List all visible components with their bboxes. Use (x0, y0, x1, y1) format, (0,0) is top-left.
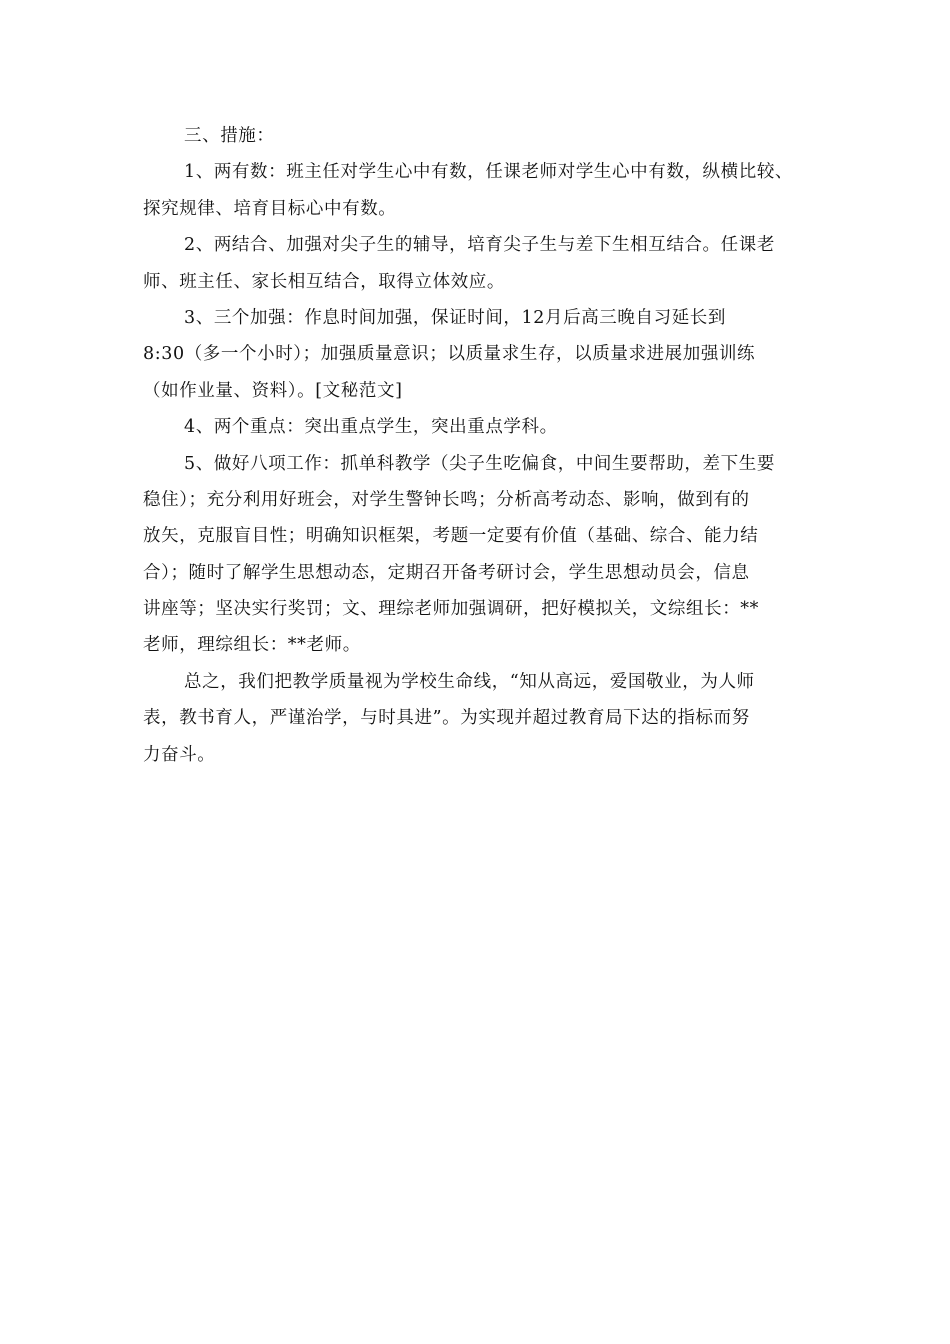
text-line: 8:30（多一个小时）；加强质量意识；以质量求生存，以质量求进展加强训练 (143, 344, 756, 365)
text-line: （如作业量、资料）。[文秘范文] (143, 380, 403, 401)
text-line: 5、做好八项工作：抓单科教学（尖子生吃偏食，中间生要帮助，差下生要 (184, 453, 775, 474)
document-body (143, 118, 823, 773)
text-line: 合）；随时了解学生思想动态，定期召开备考研讨会，学生思想动员会，信息 (143, 562, 750, 583)
text-line: 讲座等；坚决实行奖罚；文、理综老师加强调研，把好模拟关，文综组长：** (143, 599, 759, 620)
text-line: 三、措施： (184, 126, 275, 146)
text-line: 老师，理综组长：**老师。 (143, 635, 361, 656)
text-line: 稳住）；充分利用好班会，对学生警钟长鸣；分析高考动态、影响，做到有的 (143, 489, 750, 510)
text-line: 表，教书育人，严谨治学，与时具进”。为实现并超过教育局下达的指标而努 (143, 708, 750, 729)
text-line: 力奋斗。 (143, 744, 216, 765)
text-line: 2、两结合、加强对尖子生的辅导，培育尖子生与差下生相互结合。任课老 (184, 235, 775, 256)
text-line: 3、三个加强：作息时间加强，保证时间，12月后高三晚自习延长到 (184, 307, 726, 328)
text-line: 1、两有数：班主任对学生心中有数，任课老师对学生心中有数，纵横比较、 (184, 162, 794, 183)
text-line: 师、班主任、家长相互结合，取得立体效应。 (143, 271, 505, 292)
text-line: 4、两个重点：突出重点学生，突出重点学科。 (184, 417, 558, 438)
text-line: 探究规律、培育目标心中有数。 (143, 198, 397, 219)
text-line: 放矢，克服盲目性；明确知识框架，考题一定要有价值（基础、综合、能力结 (143, 526, 759, 547)
text-line: 总之，我们把教学质量视为学校生命线，“知从高远，爱国敬业，为人师 (184, 671, 755, 692)
